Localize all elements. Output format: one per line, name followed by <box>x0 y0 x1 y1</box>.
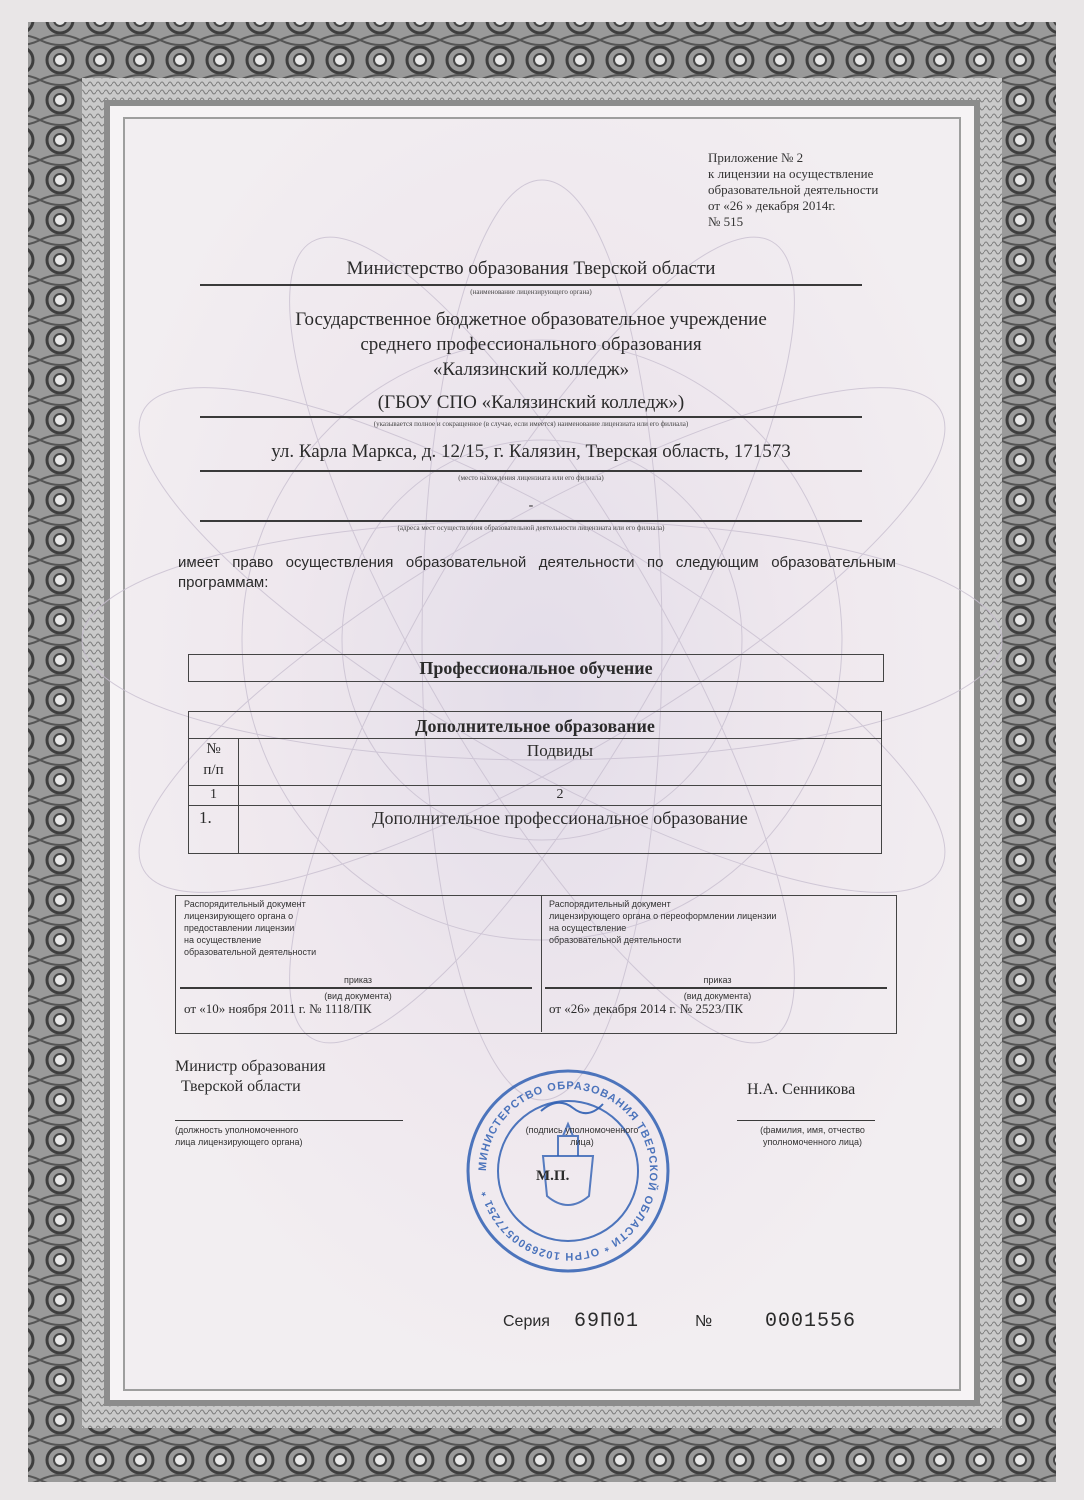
index-label: 1 <box>210 787 217 802</box>
order-header-line: на осуществление <box>549 923 627 933</box>
rights-statement: имеет право осуществления образовательной деятельности по следующим образовательным программам: <box>178 554 896 591</box>
order-header-line: Распорядительный документ <box>549 899 671 909</box>
orders-divider <box>541 895 542 1032</box>
caption-line: уполномоченного лица) <box>762 1137 863 1147</box>
caption-line: (должность уполномоченного <box>175 1125 299 1135</box>
row-subtype-name: Дополнительное профессиональное образование <box>372 808 748 828</box>
stamp-ring-path-text: МИНИСТЕРСТВО ОБРАЗОВАНИЯ ТВЕРСКОЙ ОБЛАСТИ * ОГРН 1026900577251 * <box>476 1079 660 1263</box>
caption-line: лица) <box>570 1137 594 1147</box>
additional-education-title: Дополнительное образование <box>415 716 655 736</box>
order-header-line: образовательной деятельности <box>184 947 317 957</box>
index-label: 2 <box>556 787 564 802</box>
left-order-header <box>184 898 316 958</box>
licensee-address: ул. Карла Маркса, д. 12/15, г. Калязин, Тверская область, 171573 <box>271 441 791 462</box>
table-index-cell <box>238 785 882 806</box>
table-title-cell <box>188 711 882 739</box>
licensing-authority-name: Министерство образования Тверской области <box>346 258 716 279</box>
licensee-name-line3: «Калязинский колледж» <box>432 359 630 380</box>
table-header-no <box>188 738 239 786</box>
left-order-details: от «10» ноября 2011 г. № 1118/ПК <box>184 1001 372 1016</box>
order-header-line: лицензирующего органа о <box>184 911 294 921</box>
name-caption <box>745 1124 880 1148</box>
annex-line: к лицензии на осуществление <box>708 166 874 181</box>
underline <box>200 520 862 522</box>
order-header-line: на осуществление <box>184 935 262 945</box>
number-label: № <box>695 1313 713 1330</box>
underline <box>200 470 862 472</box>
right-order-doc-type: приказ <box>703 975 732 985</box>
caption-line: лица лицензирующего органа) <box>175 1137 303 1147</box>
underline <box>180 987 532 989</box>
left-order-doc-caption: (вид документа) <box>324 991 392 1001</box>
licensee-short-name: (ГБОУ СПО «Калязинский колледж») <box>377 392 685 413</box>
order-header-line: лицензирующего органа о переоформлении лицензии <box>549 911 777 921</box>
licensee-caption: (указывается полное и сокращенное (в случае, если имеется) наименование лицензиата или его филиала) <box>373 420 689 428</box>
right-order-doc-caption: (вид документа) <box>683 991 752 1001</box>
signatory-name: Н.А. Сенникова <box>747 1081 856 1098</box>
form-number: 0001556 <box>765 1310 857 1333</box>
caption-line: (фамилия, имя, отчество <box>760 1125 865 1135</box>
licensee-name-line1: Государственное бюджетное образовательное учреждение <box>295 309 767 330</box>
right-order-header <box>549 898 776 946</box>
series-label: Серия <box>503 1313 550 1330</box>
order-header-line: предоставлении лицензии <box>184 923 295 933</box>
row-number: 1. <box>199 808 212 827</box>
position-caption <box>175 1124 303 1148</box>
table-row <box>238 805 882 854</box>
header-no-symbol: № <box>206 741 221 757</box>
professional-training-box <box>188 654 884 682</box>
underline <box>545 987 887 989</box>
activity-address: - <box>528 498 534 513</box>
annex-line: от «26 » декабря 2014г. <box>708 198 836 213</box>
underline <box>200 284 862 286</box>
left-order-doc-type: приказ <box>343 975 373 985</box>
table-index-cell <box>188 785 239 806</box>
series-value: 69П01 <box>574 1310 640 1333</box>
stamp-mark-mp: М.П. <box>536 1168 570 1184</box>
header-no-pp: п/п <box>203 762 224 778</box>
licensee-name-line2: среднего профессионального образования <box>360 334 702 355</box>
annex-line: № 515 <box>708 214 744 229</box>
underline <box>737 1120 875 1121</box>
signature-stroke <box>541 1103 603 1113</box>
order-header-line: Распорядительный документ <box>184 899 306 909</box>
authority-caption: (наименование лицензирующего органа) <box>470 288 592 296</box>
table-header-subtypes <box>238 738 882 786</box>
underline <box>175 1120 403 1121</box>
underline <box>200 416 862 418</box>
signatory-position-line2: Тверской области <box>181 1078 301 1095</box>
table-row <box>188 805 239 854</box>
annex-line: Приложение № 2 <box>708 150 804 165</box>
signatory-position-line1: Министр образования <box>175 1058 326 1075</box>
annex-reference <box>708 150 928 230</box>
header-subtypes-label: Подвиды <box>526 741 594 760</box>
address-caption: (место нахождения лицензиата или его филиала) <box>458 474 604 482</box>
order-header-line: образовательной деятельности <box>549 935 682 945</box>
annex-line: образовательной деятельности <box>708 182 879 197</box>
signature-caption <box>512 1124 652 1148</box>
caption-line: (подпись уполномоченного <box>525 1125 639 1135</box>
professional-training-title: Профессиональное обучение <box>419 658 653 678</box>
right-order-details: от «26» декабря 2014 г. № 2523/ПК <box>549 1001 744 1016</box>
activity-address-caption: (адреса мест осуществления образовательной деятельности лицензиата или его филиала) <box>397 524 665 532</box>
